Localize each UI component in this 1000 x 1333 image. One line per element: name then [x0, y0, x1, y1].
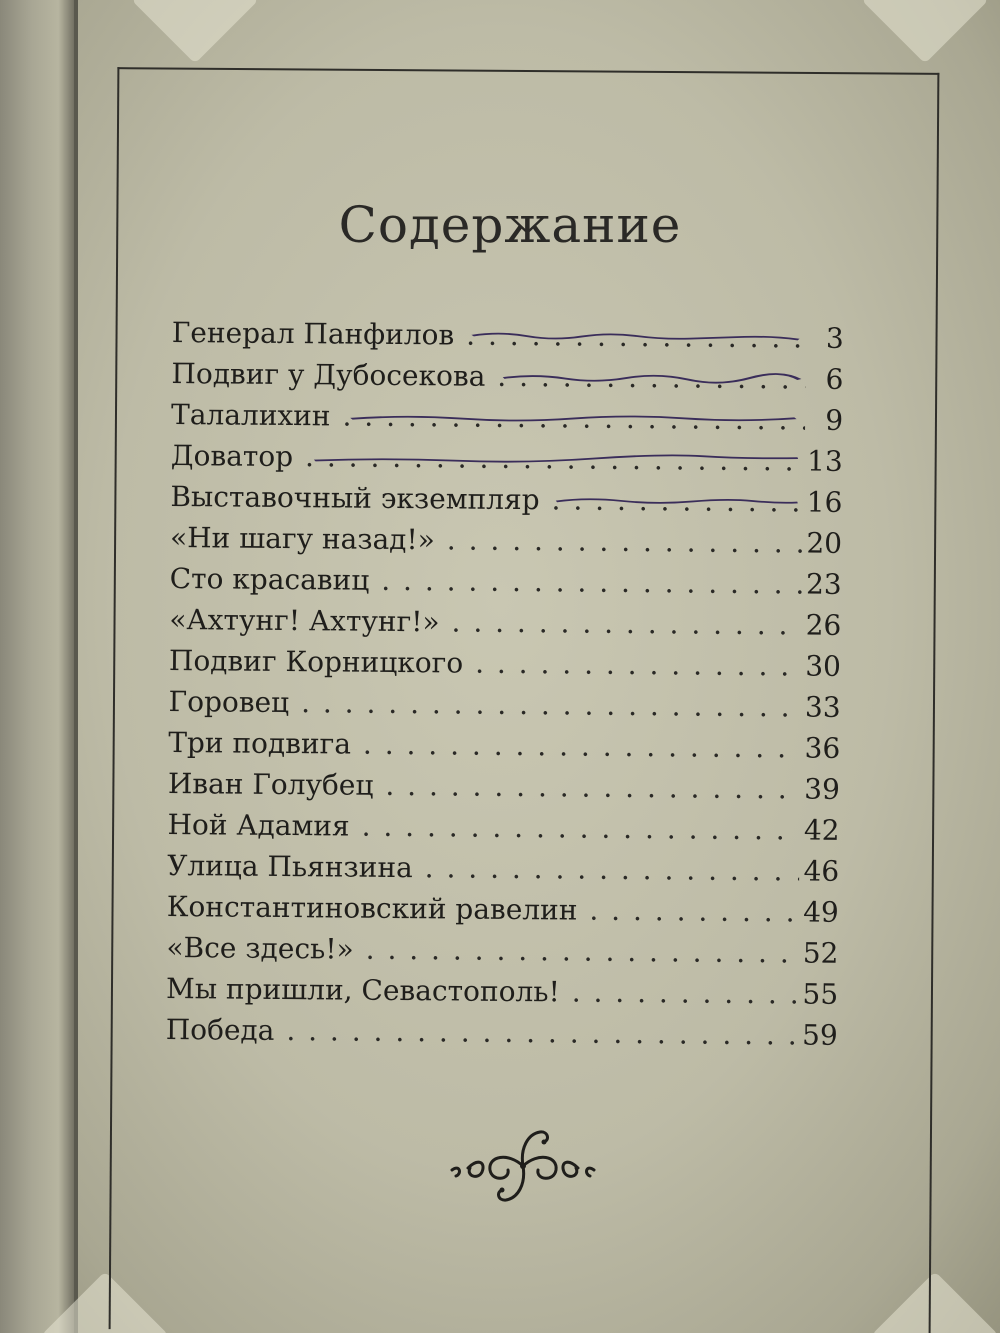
toc-title: Иван Голубец: [167, 766, 374, 802]
toc-page-number: 9: [825, 403, 844, 437]
toc-page-number: 49: [803, 895, 839, 929]
toc-row: [168, 726, 840, 773]
toc-leader: [366, 933, 799, 970]
toc-leader-scribbled: [466, 319, 806, 355]
toc-row: [171, 439, 843, 486]
toc-leader: [451, 605, 801, 641]
toc-row: [171, 398, 843, 445]
page-title: Содержание: [338, 196, 682, 254]
photo-corner-top-right: [861, 0, 988, 64]
toc-leader-scribbled: [497, 360, 805, 396]
toc-row: [172, 316, 844, 363]
toc-title: Подвиг у Дубосекова: [171, 356, 486, 393]
toc-title: Ной Адамия: [167, 807, 350, 843]
toc-title: Константиновский равелин: [166, 889, 578, 927]
toc-row: [168, 767, 840, 814]
toc-page-number: 23: [805, 567, 842, 601]
toc-title: Улица Пьянзина: [167, 848, 413, 885]
toc-page-number: 42: [803, 813, 840, 847]
toc-leader: [301, 686, 801, 723]
toc-row: [167, 890, 839, 937]
toc-title: «Все здесь!»: [166, 930, 354, 966]
toc-row: [166, 972, 838, 1019]
toc-title: «Ахтунг! Ахтунг!»: [169, 602, 440, 639]
toc-title: Выставочный экземпляр: [170, 479, 540, 517]
toc-leader: [572, 976, 799, 1011]
toc-leader: [475, 647, 801, 683]
toc-title: Горовец: [168, 684, 290, 720]
toc-leader-scribbled: [342, 399, 805, 436]
toc-page-number: 39: [804, 772, 841, 806]
toc-leader-scribbled: [551, 483, 802, 518]
toc-page-number: 33: [804, 690, 841, 724]
toc-page-number: 59: [801, 1018, 838, 1052]
toc-row: [167, 849, 839, 896]
toc-page-number: 55: [802, 977, 839, 1011]
table-of-contents: [166, 316, 844, 1060]
toc-row: [169, 603, 841, 650]
toc-leader: [385, 769, 800, 806]
toc-page-number: 52: [802, 936, 839, 970]
toc-title: Три подвига: [168, 725, 352, 761]
photo-corner-top-left: [131, 0, 258, 64]
toc-row: [167, 808, 839, 855]
toc-page-number: 26: [805, 608, 842, 642]
toc-row: [170, 480, 842, 527]
toc-title: Мы пришли, Севастополь!: [165, 971, 560, 1009]
toc-leader: [381, 564, 802, 601]
toc-title: «Ни шагу назад!»: [169, 520, 436, 557]
toc-row: [170, 521, 842, 568]
toc-page-number: 36: [804, 731, 841, 765]
toc-page-number: 6: [825, 362, 844, 396]
toc-leader: [425, 851, 800, 887]
toc-page-number: 20: [806, 526, 843, 560]
toc-leader: [447, 523, 803, 559]
toc-title: Победа: [165, 1012, 275, 1047]
toc-title: Генерал Панфилов: [171, 316, 455, 352]
toc-leader: [286, 1014, 798, 1051]
toc-row: [168, 685, 840, 732]
toc-page-number: 16: [806, 485, 843, 519]
toc-title: Сто красавиц: [169, 561, 370, 597]
toc-leader: [589, 894, 799, 929]
toc-row: [169, 562, 841, 609]
toc-leader: [363, 728, 801, 765]
toc-row: [166, 1013, 838, 1060]
toc-row: [169, 644, 841, 691]
toc-page-number: 13: [806, 444, 843, 478]
toc-title: Талалихин: [170, 397, 331, 433]
toc-title: Доватор: [170, 438, 294, 474]
toc-page-number: 3: [825, 321, 844, 355]
toc-page-number: 30: [805, 649, 842, 683]
toc-leader: [362, 810, 801, 847]
toc-leader-scribbled: [305, 440, 803, 477]
toc-page-number: 46: [803, 854, 840, 888]
toc-row: [166, 931, 838, 978]
toc-title: Подвиг Корницкого: [168, 643, 464, 680]
flourish-ornament-icon: [448, 1122, 598, 1206]
toc-row: [171, 357, 843, 404]
